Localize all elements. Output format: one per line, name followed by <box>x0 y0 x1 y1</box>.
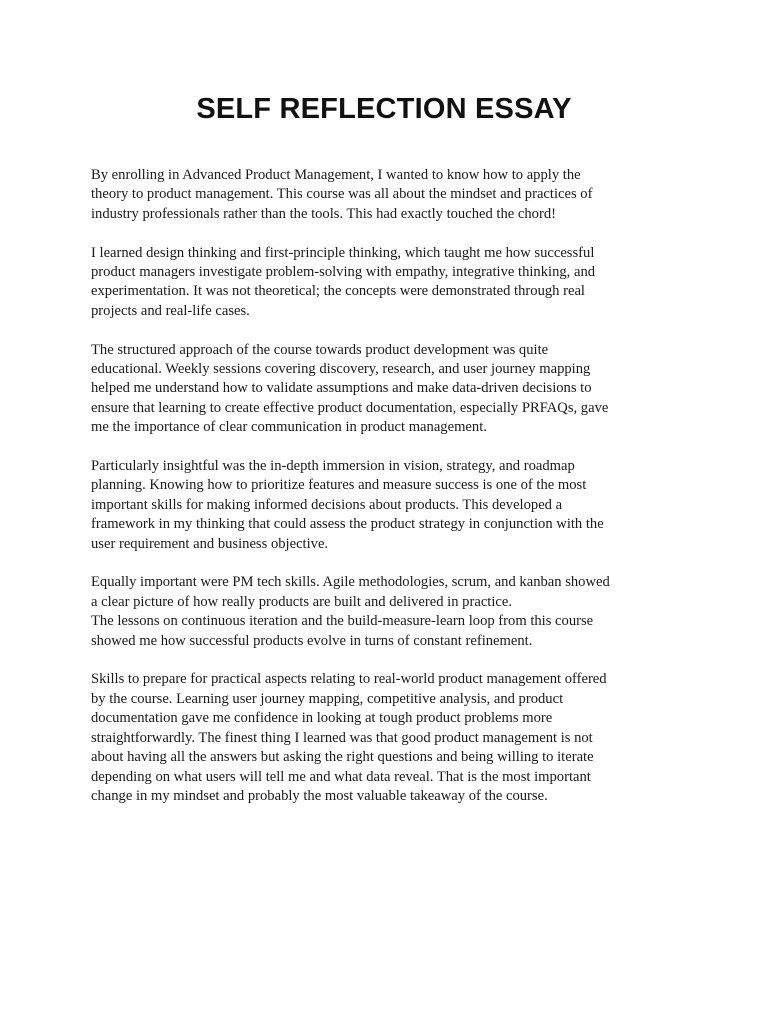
paragraph-line: By enrolling in Advanced Product Management, I wanted to know how to apply the <box>91 167 581 183</box>
paragraph-line: Equally important were PM tech skills. Agile methodologies, scrum, and kanban showed <box>91 574 610 591</box>
paragraph-line: I learned design thinking and first-principle thinking, which taught me how successful <box>91 244 595 261</box>
paragraph-line: a clear picture of how really products are built and delivered in practice. <box>91 593 513 610</box>
paragraph-line: documentation gave me confidence in looking at tough product problems more <box>91 710 553 727</box>
paragraph-line: depending on what users will tell me and what data reveal. That is the most important <box>91 768 591 785</box>
essay-body <box>91 166 681 826</box>
paragraph-line: projects and real-life cases. <box>91 302 250 319</box>
paragraph-line: straightforwardly. The finest thing I learned was that good product management is not <box>91 729 593 746</box>
paragraph-line: helped me understand how to validate assumptions and make data-driven decisions to <box>91 380 592 397</box>
paragraph-line: important skills for making informed decisions about products. This developed a <box>91 496 563 513</box>
essay-paragraph <box>91 341 681 438</box>
paragraph-line: industry professionals rather than the tools. This had exactly touched the chord! <box>91 205 556 222</box>
paragraph-line: user requirement and business objective. <box>91 535 329 552</box>
paragraph-line: planning. Knowing how to prioritize features and measure success is one of the most <box>91 477 587 494</box>
essay-paragraph <box>91 670 681 806</box>
paragraph-line: experimentation. It was not theoretical; the concepts were demonstrated through real <box>91 283 585 300</box>
essay-paragraph <box>91 573 681 651</box>
document-title: SELF REFLECTION ESSAY <box>196 93 572 125</box>
paragraph-line: about having all the answers but asking the right questions and being willing to iterate <box>91 749 594 766</box>
paragraph-line: ensure that learning to create effective product documentation, especially PRFAQs, gave <box>91 399 609 416</box>
essay-paragraph <box>91 244 681 322</box>
paragraph-line: Skills to prepare for practical aspects relating to real-world product management offered <box>91 671 607 688</box>
paragraph-line: showed me how successful products evolve in turns of constant refinement. <box>91 632 533 649</box>
paragraph-line: The lessons on continuous iteration and the build-measure-learn loop from this course <box>91 613 594 630</box>
paragraph-line: framework in my thinking that could assess the product strategy in conjunction with the <box>91 516 604 533</box>
paragraph-line: Particularly insightful was the in-depth immersion in vision, strategy, and roadmap <box>91 458 575 475</box>
essay-paragraph <box>91 457 681 554</box>
essay-paragraph <box>91 166 681 224</box>
paragraph-line: me the importance of clear communication in product management. <box>91 419 487 436</box>
paragraph-line: change in my mindset and probably the most valuable takeaway of the course. <box>91 787 548 804</box>
paragraph-line: theory to product management. This course was all about the mindset and practices of <box>91 186 593 203</box>
paragraph-line: by the course. Learning user journey mapping, competitive analysis, and product <box>91 690 564 707</box>
paragraph-line: The structured approach of the course towards product development was quite <box>91 341 549 358</box>
paragraph-line: educational. Weekly sessions covering discovery, research, and user journey mapping <box>91 361 591 378</box>
paragraph-line: product managers investigate problem-solving with empathy, integrative thinking, and <box>91 264 596 281</box>
